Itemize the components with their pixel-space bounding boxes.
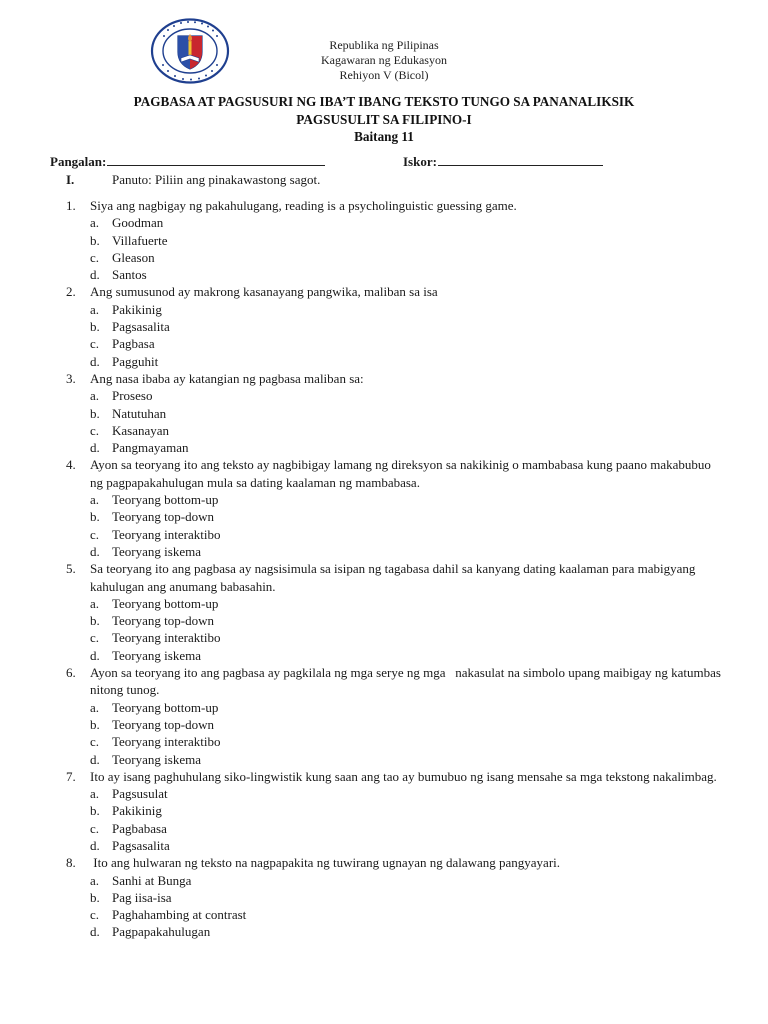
choice-option[interactable]: [66, 422, 726, 439]
section-directions: [66, 172, 320, 188]
choice-letter: a.: [90, 699, 100, 715]
exam-titles: [0, 93, 768, 146]
choice-option[interactable]: [66, 232, 726, 249]
choice-option[interactable]: [66, 872, 726, 889]
choice-option[interactable]: [66, 733, 726, 750]
choice-option[interactable]: [66, 889, 726, 906]
choice-text: Gleason: [112, 249, 155, 265]
choice-option[interactable]: [66, 629, 726, 646]
choice-list: [66, 491, 726, 560]
choice-option[interactable]: [66, 716, 726, 733]
score-blank-line[interactable]: [438, 152, 603, 166]
choice-option[interactable]: [66, 923, 726, 940]
question-number: 7.: [66, 768, 76, 784]
choice-text: Kasanayan: [112, 422, 170, 438]
question-number: 2.: [66, 284, 76, 300]
choice-letter: b.: [90, 319, 100, 335]
choice-letter: a.: [90, 492, 100, 508]
choice-text: Pagguhit: [112, 353, 159, 369]
choice-text: Natutuhan: [112, 405, 167, 421]
name-label: Pangalan:: [50, 154, 107, 169]
choice-letter: b.: [90, 405, 100, 421]
choice-letter: d.: [90, 647, 100, 663]
choice-option[interactable]: [66, 491, 726, 508]
question-stem: [66, 560, 726, 595]
choice-option[interactable]: [66, 906, 726, 923]
question-number: 4.: [66, 457, 76, 473]
choice-text: Paghahambing at contrast: [112, 907, 247, 923]
choice-letter: c.: [90, 820, 100, 836]
choice-option[interactable]: [66, 249, 726, 266]
question-item: [66, 456, 726, 560]
choice-letter: c.: [90, 336, 100, 352]
question-text: Siya ang nagbigay ng pakahulugang, reading is a psycholinguistic guessing game.: [90, 198, 517, 213]
choice-text: Teoryang bottom-up: [112, 595, 219, 611]
question-number: 6.: [66, 665, 76, 681]
name-field: [50, 152, 325, 170]
choice-letter: d.: [90, 353, 100, 369]
choice-letter: c.: [90, 422, 100, 438]
score-label: Iskor:: [403, 154, 437, 169]
deped-seal-logo: [150, 18, 230, 84]
question-stem: [66, 664, 726, 699]
choice-option[interactable]: [66, 699, 726, 716]
question-list: [66, 197, 726, 941]
choice-letter: a.: [90, 388, 100, 404]
choice-option[interactable]: [66, 647, 726, 664]
choice-text: Pakikinig: [112, 301, 162, 317]
question-number: 3.: [66, 370, 76, 386]
choice-letter: d.: [90, 751, 100, 767]
question-item: [66, 283, 726, 369]
section-number: I.: [66, 172, 75, 187]
choice-text: Pagbabasa: [112, 820, 167, 836]
choice-option[interactable]: [66, 335, 726, 352]
question-stem: [66, 854, 726, 871]
choice-letter: d.: [90, 267, 100, 283]
score-field: [403, 152, 603, 170]
grade-level: Baitang 11: [354, 129, 414, 144]
choice-list: [66, 301, 726, 370]
republic-label: Republika ng Pilipinas: [329, 38, 439, 52]
choice-letter: c.: [90, 249, 100, 265]
question-stem: [66, 768, 726, 785]
choice-letter: d.: [90, 837, 100, 853]
choice-text: Teoryang top-down: [112, 613, 214, 629]
choice-text: Teoryang iskema: [112, 647, 201, 663]
student-fields: [50, 152, 730, 170]
choice-option[interactable]: [66, 820, 726, 837]
exam-title: PAGSUSULIT SA FILIPINO-I: [296, 111, 472, 127]
choice-text: Pagbasa: [112, 336, 155, 352]
choice-letter: d.: [90, 543, 100, 559]
choice-text: Pangmayaman: [112, 440, 189, 456]
question-text: Ayon sa teoryang ito ang pagbasa ay pagkilala ng mga serye ng mga nakasulat na simbolo upang maibigay ng katumbas nitong tunog.: [90, 665, 725, 698]
course-title: PAGBASA AT PAGSUSURI NG IBA’T IBANG TEKSTO TUNGO SA PANANALIKSIK: [133, 94, 635, 109]
choice-option[interactable]: [66, 353, 726, 370]
question-text: Ang sumusunod ay makrong kasanayang pangwika, maliban sa isa: [90, 284, 438, 300]
question-stem: [66, 197, 726, 214]
choice-text: Teoryang iskema: [112, 543, 201, 559]
choice-option[interactable]: [66, 439, 726, 456]
choice-letter: d.: [90, 440, 100, 456]
choice-option[interactable]: [66, 405, 726, 422]
region-label: Rehiyon V (Bicol): [339, 68, 429, 82]
choice-option[interactable]: [66, 301, 726, 318]
choice-option[interactable]: [66, 526, 726, 543]
question-number: 5.: [66, 561, 76, 577]
choice-letter: a.: [90, 301, 100, 317]
choice-text: Pagpapakahulugan: [112, 924, 211, 940]
choice-text: Teoryang bottom-up: [112, 492, 219, 508]
choice-letter: b.: [90, 232, 100, 248]
question-item: [66, 664, 726, 768]
question-item: [66, 370, 726, 456]
choice-text: Teoryang interaktibo: [112, 526, 221, 542]
choice-text: Pagsusulat: [112, 786, 168, 802]
choice-option[interactable]: [66, 612, 726, 629]
choice-list: [66, 214, 726, 283]
choice-text: Teoryang interaktibo: [112, 734, 221, 750]
choice-letter: d.: [90, 924, 100, 940]
name-blank-line[interactable]: [107, 152, 325, 166]
choice-option[interactable]: [66, 387, 726, 404]
choice-option[interactable]: [66, 837, 726, 854]
choice-option[interactable]: [66, 595, 726, 612]
directions-text: Panuto: Piliin ang pinakawastong sagot.: [112, 172, 321, 187]
choice-letter: b.: [90, 613, 100, 629]
choice-text: Teoryang bottom-up: [112, 699, 219, 715]
question-stem: [66, 456, 726, 491]
choice-list: [66, 387, 726, 456]
choice-text: Teoryang top-down: [112, 509, 214, 525]
choice-list: [66, 785, 726, 854]
agency-header: [250, 38, 518, 83]
question-stem: [66, 283, 726, 300]
question-item: [66, 768, 726, 854]
department-label: Kagawaran ng Edukasyon: [321, 53, 447, 67]
choice-text: Proseso: [112, 388, 153, 404]
choice-text: Santos: [112, 267, 147, 283]
choice-text: Teoryang top-down: [112, 716, 214, 732]
choice-letter: b.: [90, 509, 100, 525]
choice-letter: b.: [90, 803, 100, 819]
question-item: [66, 560, 726, 664]
choice-text: Pagsasalita: [112, 837, 170, 853]
choice-option[interactable]: [66, 543, 726, 560]
choice-letter: a.: [90, 786, 100, 802]
choice-list: [66, 699, 726, 768]
question-item: [66, 854, 726, 940]
choice-text: Pag iisa-isa: [112, 889, 172, 905]
choice-letter: a.: [90, 595, 100, 611]
choice-option[interactable]: [66, 266, 726, 283]
choice-text: Goodman: [112, 215, 164, 231]
choice-letter: a.: [90, 215, 100, 231]
question-text: Sa teoryang ito ang pagbasa ay nagsisimula sa isipan ng tagabasa dahil sa kanyang dating kaalaman para mabigyang kahulugan ang anumang babasahin.: [90, 561, 699, 594]
choice-text: Teoryang interaktibo: [112, 630, 221, 646]
choice-option[interactable]: [66, 802, 726, 819]
question-number: 8.: [66, 855, 76, 871]
choice-letter: c.: [90, 734, 100, 750]
choice-letter: b.: [90, 889, 100, 905]
choice-text: Villafuerte: [112, 232, 168, 248]
choice-text: Sanhi at Bunga: [112, 872, 192, 888]
choice-text: Pagsasalita: [112, 319, 170, 335]
question-item: [66, 197, 726, 283]
choice-option[interactable]: [66, 214, 726, 231]
choice-letter: c.: [90, 907, 100, 923]
question-text: Ang nasa ibaba ay katangian ng pagbasa maliban sa:: [90, 370, 364, 386]
question-stem: [66, 370, 726, 387]
choice-option[interactable]: [66, 318, 726, 335]
choice-option[interactable]: [66, 508, 726, 525]
choice-letter: c.: [90, 526, 100, 542]
choice-text: Pakikinig: [112, 803, 162, 819]
choice-text: Teoryang iskema: [112, 751, 201, 767]
choice-list: [66, 872, 726, 941]
choice-option[interactable]: [66, 751, 726, 768]
question-text: Ayon sa teoryang ito ang teksto ay nagbibigay lamang ng direksyon sa nakikinig o mambabasa kung paano makabubuo ng pagpapakahulugan mula sa dating kaalaman ng mambabasa.: [90, 457, 715, 490]
choice-letter: b.: [90, 716, 100, 732]
question-number: 1.: [66, 198, 76, 213]
choice-list: [66, 595, 726, 664]
question-text: Ito ay isang paghuhulang siko-lingwistik kung saan ang tao ay bumubuo ng isang mensahe sa mga tekstong nakalimbag.: [90, 768, 717, 784]
choice-option[interactable]: [66, 785, 726, 802]
choice-letter: a.: [90, 872, 100, 888]
question-text: Ito ang hulwaran ng teksto na nagpapakita ng tuwirang ugnayan ng dalawang pangyayari.: [90, 855, 561, 871]
choice-letter: c.: [90, 630, 100, 646]
